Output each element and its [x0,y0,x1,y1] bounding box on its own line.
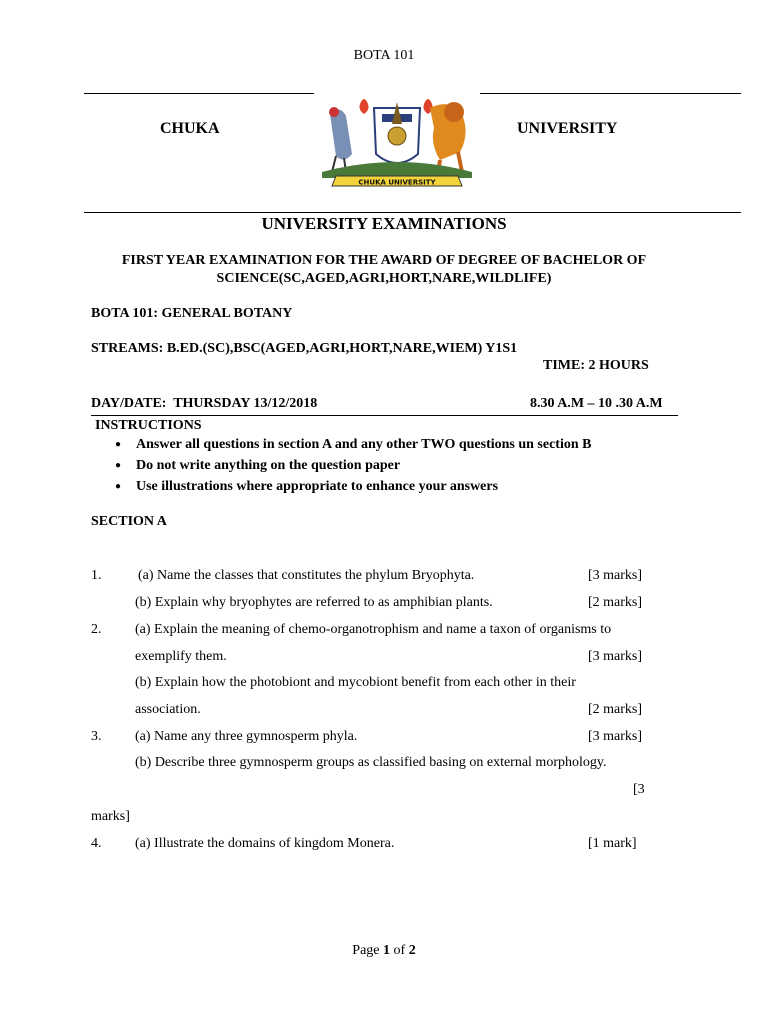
exam-title: UNIVERSITY EXAMINATIONS [261,214,507,233]
award-line-2: SCIENCE(SC,AGED,AGRI,HORT,NARE,WILDLIFE) [216,271,552,286]
header-rule-right [480,93,741,94]
logo-ribbon-text: CHUKA UNIVERSITY [358,178,436,187]
question-3b-marks-part-1: [3 [633,782,645,797]
question-1b-marks: [2 marks] [588,595,643,610]
header-rule-left [84,93,314,94]
page-number: 1 [383,943,391,958]
instructions-heading: INSTRUCTIONS [95,418,202,433]
question-1a-text: (a) Name the classes that constitutes the phylum Bryophyta. [138,568,475,583]
question-2b-text-line-2: association. [135,702,201,717]
university-crest-logo [312,94,482,194]
question-4a-marks: [1 mark] [588,836,637,851]
course-title: BOTA 101: GENERAL BOTANY [91,306,293,321]
question-3a-marks: [3 marks] [588,729,643,744]
question-2a-text-line-1: (a) Explain the meaning of chemo-organotrophism and name a taxon of organisms to [135,622,612,637]
question-1a-marks: [3 marks] [588,568,643,583]
streams-line: STREAMS: B.ED.(SC),BSC(AGED,AGRI,HORT,NARE,WIEM) Y1S1 [91,341,518,356]
question-1-number: 1. [91,568,102,583]
page-label: Page [352,943,380,958]
question-2b-marks: [2 marks] [588,702,643,717]
university-name-left: CHUKA [160,120,220,137]
question-1b-text: (b) Explain why bryophytes are referred to as amphibian plants. [135,595,493,610]
question-2a-text-line-2: exemplify them. [135,649,227,664]
course-code-header: BOTA 101 [353,48,415,63]
exam-hours: 8.30 A.M – 10 .30 A.M [530,396,663,411]
page-total: 2 [408,943,416,958]
award-line-1: FIRST YEAR EXAMINATION FOR THE AWARD OF DEGREE OF BACHELOR OF [121,253,647,268]
question-3b-marks-part-2: marks] [91,809,130,824]
page-of-label: of [393,943,406,958]
section-a-heading: SECTION A [91,514,167,529]
instructions-list [112,437,592,500]
question-2a-marks: [3 marks] [588,649,643,664]
question-3b-text: (b) Describe three gymnosperm groups as classified basing on external morphology. [135,755,607,770]
instruction-item: ● Do not write anything on the question paper [112,458,592,479]
question-2-number: 2. [91,622,102,637]
question-4-number: 4. [91,836,102,851]
header-rule-bottom [84,212,741,213]
instruction-item: ● Answer all questions in section A and any other TWO questions un section B [112,437,592,458]
university-name-right: UNIVERSITY [517,120,618,137]
exam-duration: TIME: 2 HOURS [543,358,649,373]
date-underline [91,415,678,416]
question-4a-text: (a) Illustrate the domains of kingdom Monera. [135,836,395,851]
question-2b-text-line-1: (b) Explain how the photobiont and mycobiont benefit from each other in their [135,675,576,690]
instruction-item: ● Use illustrations where appropriate to enhance your answers [112,479,592,500]
question-3a-text: (a) Name any three gymnosperm phyla. [135,729,358,744]
question-3-number: 3. [91,729,102,744]
page-footer [0,943,768,959]
exam-day-date: DAY/DATE: THURSDAY 13/12/2018 [91,396,318,411]
